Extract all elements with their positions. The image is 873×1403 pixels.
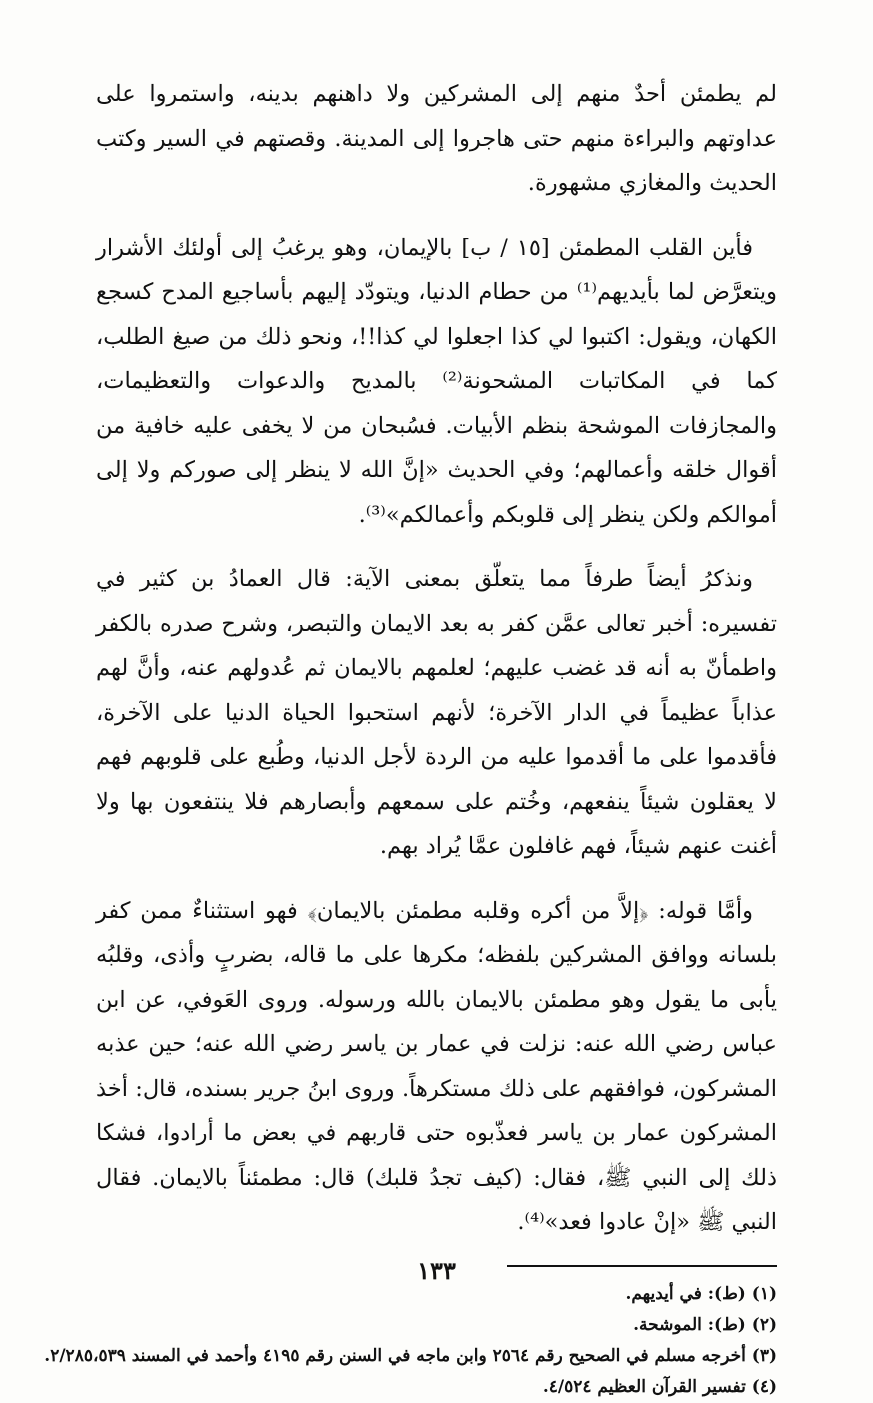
footnotes xyxy=(44,1279,777,1403)
paragraph-2: فأين القلب المطمئن [١٥ / ب] بالإيمان، وهو يرغبُ إلى أولئك الأشرار ويتعرَّض لما بأيديهم⁽¹⁾ من حطام الدنيا، ويتودّد إليهم بأساجيع المدح كسجع الكهان، ويقول: اكتبوا لي كذا اجعلوا لي كذا!!، ونحو ذلك من صيغ الطلب، كما في المكاتبات المشحونة⁽²⁾ بالمديح والدعوات والتعظيمات، والمجازفات الموشحة بنظم الأبيات. فسُبحان من لا يخفى عليه خافية من أقوال خلقه وأعمالهم؛ وفي الحديث «إنَّ الله لا ينظر إلى صوركم ولا إلى أموالكم ولكن ينظر إلى قلوبكم وأعمالكم»⁽³⁾. xyxy=(96,234,777,528)
paragraph-3: ونذكرُ أيضاً طرفاً مما يتعلّق بمعنى الآية: قال العمادُ بن كثير في تفسيره: أخبر تعالى عمَّن كفر به بعد الايمان والتبصر، وشرح صدره بالكفر واطمأنّ به أنه قد غضب عليهم؛ لعلمهم بالايمان ثم عُدولهم عنه، وأنَّ لهم عذاباً عظيماً في الدار الآخرة؛ لأنهم استحبوا الحياة الدنيا على الآخرة، فأقدموا على ما أقدموا عليه من الردة لأجل الدنيا، وطُبع على قلوبهم فهم لا يعقلون شيئاً ينفعهم، وخُتم على سمعهم وأبصارهم فلا ينتفعون بها ولا أغنت عنهم شيئاً، فهم غافلون عمَّا يُراد بهم. xyxy=(96,566,777,859)
footnote-1: (١) (ط): في أيديهم. xyxy=(625,1283,777,1304)
footnote-2: (٢) (ط): الموشحة. xyxy=(633,1314,777,1335)
page-number: ١٣٣ xyxy=(417,1256,456,1285)
paragraph-4: وأمَّا قوله: ﴿إلاَّ من أكره وقلبه مطمئن بالايمان﴾ فهو استثناءٌ ممن كفر بلسانه ووافق المشركين بلفظه؛ مكرها على ما قاله، بضربٍ وأذى، وقلبُه يأبى ما يقول وهو مطمئن بالايمان بالله ورسوله. وروى العَوفي، عن ابن عباس رضي الله عنه: نزلت في عمار بن ياسر رضي الله عنه؛ حين عذبه المشركون، فوافقهم على ذلك مستكرهاً. وروى ابنُ جرير بسنده، قال: أخذ المشركون عمار بن ياسر فعذّبوه حتى قاربهم في بعض ما أرادوا، فشكا ذلك إلى النبي ﷺ، فقال: (كيف تجدُ قلبك) قال: مطمئناً بالايمان. فقال النبي ﷺ «إنْ عادوا فعد»⁽⁴⁾. xyxy=(96,897,777,1235)
body-text xyxy=(96,72,777,1245)
footnote-3: (٣) أخرجه مسلم في الصحيح رقم ٢٥٦٤ وابن ماجه في السنن رقم ٤١٩٥ وأحمد في المسند ٢/٢٨٥،٥٣٩. xyxy=(44,1345,777,1366)
footnote-4: (٤) تفسير القرآن العظيم ٤/٥٢٤. xyxy=(542,1376,777,1397)
paragraph-1: لم يطمئن أحدٌ منهم إلى المشركين ولا داهنهم بدينه، واستمروا على عداوتهم والبراءة منهم حتى هاجروا إلى المدينة. وقصتهم في السير وكتب الحديث والمغازي مشهورة. xyxy=(96,81,777,196)
